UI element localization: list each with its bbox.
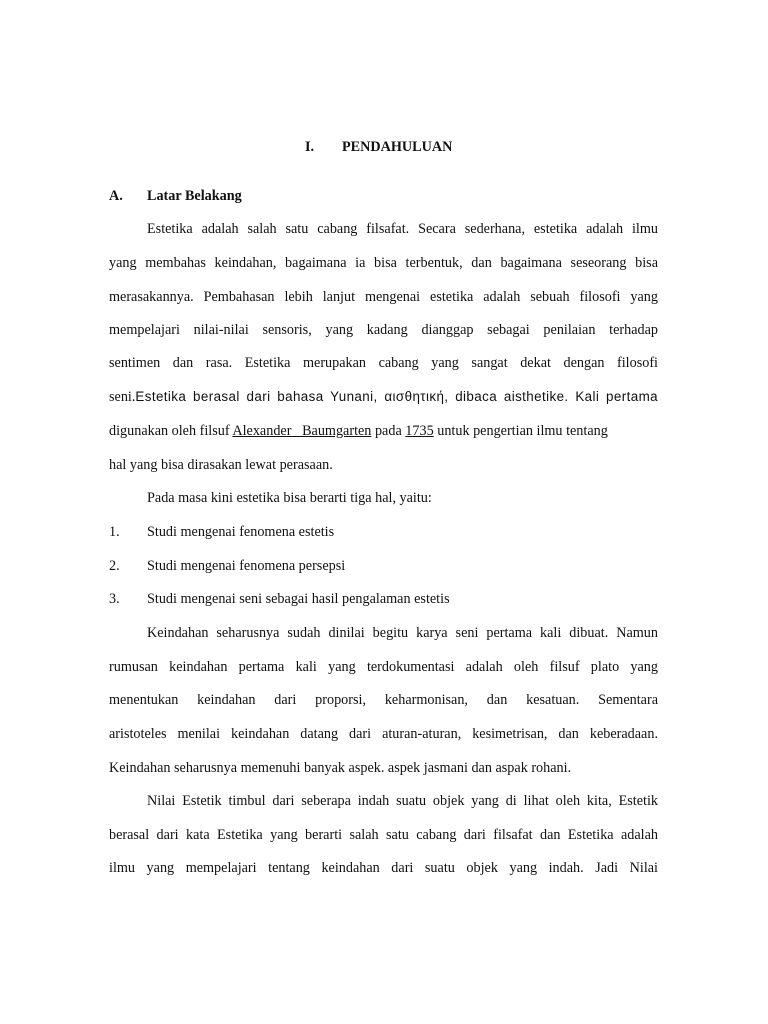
list-item-number: 1. bbox=[109, 524, 120, 540]
paragraph3-line1: Keindahan seharusnya sudah dinilai begitu karya seni pertama kali dibuat. Namun bbox=[147, 625, 658, 641]
paragraph1-line7 bbox=[109, 422, 658, 440]
paragraph1-line6-rest: Estetika berasal dari bahasa Yunani, αισθητική, dibaca aisthetike. Kali pertama bbox=[135, 389, 658, 404]
section-title: Latar Belakang bbox=[147, 188, 242, 204]
paragraph1-line5: sentimen dan rasa. Estetika merupakan cabang yang sangat dekat dengan filosofi bbox=[109, 355, 658, 371]
paragraph1-line8: hal yang bisa dirasakan lewat perasaan. bbox=[109, 457, 333, 473]
paragraph1-line7-before: digunakan oleh filsuf bbox=[109, 423, 233, 439]
paragraph3-line5: Keindahan seharusnya memenuhi banyak aspek. aspek jasmani dan aspak rohani. bbox=[109, 760, 572, 776]
paragraph1-line6-start: seni. bbox=[109, 389, 136, 405]
paragraph1-line6 bbox=[109, 388, 658, 406]
paragraph1-line7-after: untuk pengertian ilmu tentang bbox=[433, 423, 608, 439]
list-item-number: 2. bbox=[109, 558, 120, 574]
paragraph1-line1: Estetika adalah salah satu cabang filsafat. Secara sederhana, estetika adalah ilmu bbox=[147, 221, 658, 237]
list-item-number: 3. bbox=[109, 591, 120, 607]
paragraph2-intro: Pada masa kini estetika bisa berarti tiga hal, yaitu: bbox=[147, 490, 432, 506]
paragraph1-line3: merasakannya. Pembahasan lebih lanjut mengenai estetika adalah sebuah filosofi yang bbox=[109, 289, 658, 305]
list-item: Studi mengenai fenomena estetis bbox=[147, 524, 335, 540]
paragraph1-line4: mempelajari nilai-nilai sensoris, yang kadang dianggap sebagai penilaian terhadap bbox=[109, 322, 658, 338]
link-1735[interactable]: 1735 bbox=[405, 423, 434, 439]
paragraph3-line2: rumusan keindahan pertama kali yang terdokumentasi adalah oleh filsuf plato yang bbox=[109, 659, 658, 675]
paragraph3-line3: menentukan keindahan dari proporsi, keharmonisan, dan kesatuan. Sementara bbox=[109, 692, 658, 708]
paragraph4-line1: Nilai Estetik timbul dari seberapa indah suatu objek yang di lihat oleh kita, Estetik bbox=[147, 793, 658, 809]
paragraph3-line4: aristoteles menilai keindahan datang dari aturan-aturan, kesimetrisan, dan keberadaan. bbox=[109, 726, 658, 742]
list-item: Studi mengenai fenomena persepsi bbox=[147, 558, 346, 574]
paragraph4-line3: ilmu yang mempelajari tentang keindahan dari suatu objek yang indah. Jadi Nilai bbox=[109, 860, 658, 876]
link-alexander-baumgarten[interactable]: Alexander Baumgarten bbox=[232, 423, 372, 439]
paragraph4-line2: berasal dari kata Estetika yang berarti salah satu cabang dari filsafat dan Estetika adalah bbox=[109, 827, 658, 843]
list-item: Studi mengenai seni sebagai hasil pengalaman estetis bbox=[147, 591, 450, 607]
chapter-number: I. bbox=[305, 139, 315, 155]
paragraph1-line2: yang membahas keindahan, bagaimana ia bisa terbentuk, dan bagaimana seseorang bisa bbox=[109, 255, 658, 271]
section-letter: A. bbox=[109, 188, 123, 204]
paragraph1-line7-middle: pada bbox=[371, 423, 406, 439]
chapter-title: PENDAHULUAN bbox=[342, 139, 453, 155]
